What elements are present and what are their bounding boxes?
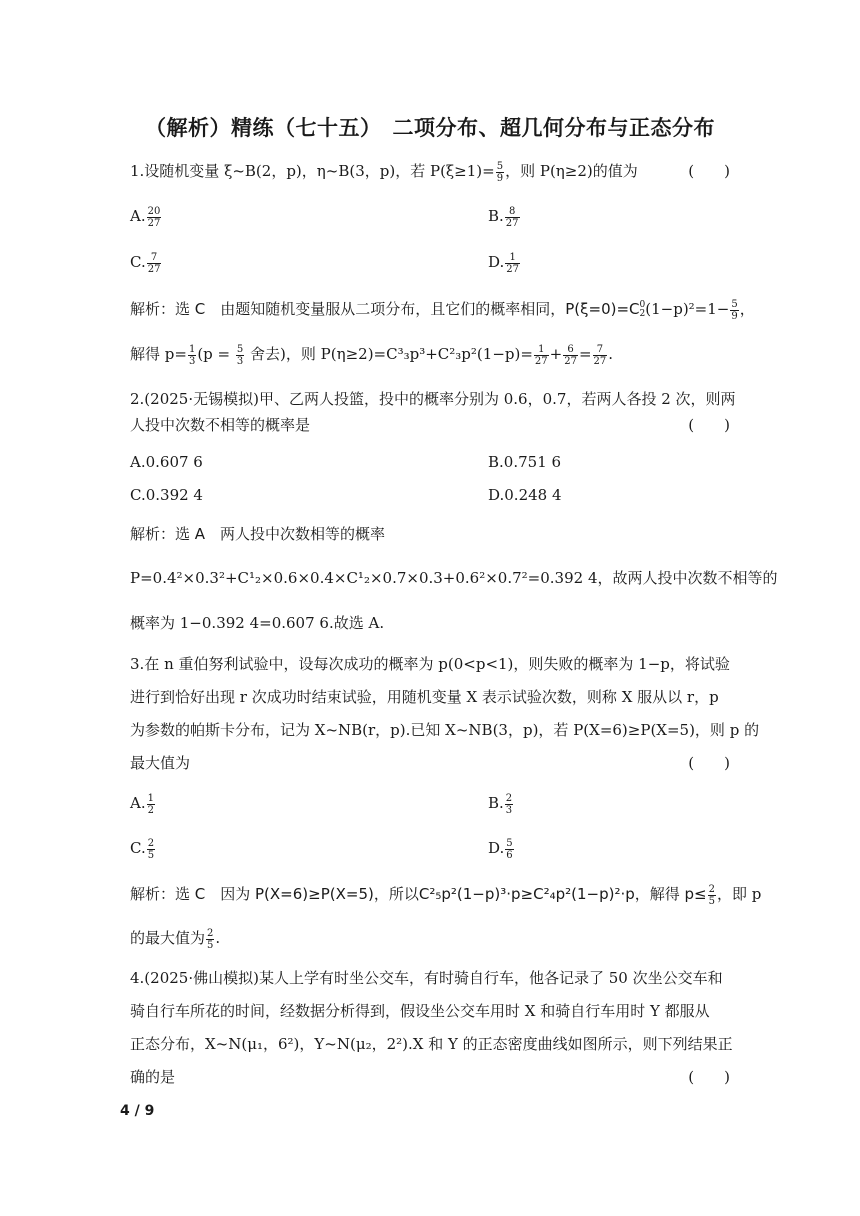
q2-option-b: B.0.751 6	[488, 453, 562, 471]
q4-stem-line-4: 确的是 ( )	[130, 1068, 730, 1086]
page-number: 4 / 9	[120, 1103, 155, 1119]
q3-stem-line-1: 3.在 n 重伯努利试验中，设每次成功的概率为 p(0<p<1)，则失败的概率为 1−p，将试验	[130, 655, 730, 673]
q2-solution-line-3: 概率为 1−0.392 4=0.607 6.故选 A.	[130, 614, 385, 632]
q3-stem-line-4: 最大值为 ( )	[130, 754, 730, 772]
q1-option-a: A. $\frac{20}{27}$	[130, 205, 161, 229]
q1-option-b: B. $\frac{8}{27}$	[488, 205, 519, 229]
q3-option-d: D. $\frac{5}{6}$	[488, 837, 513, 861]
q3-solution-line-1: 解析：选 C 因为 P(X=6)≥P(X=5)，所以C²₅p²(1−p)³·p≥C²₄p²(1−p)²·p，解得 p≤ $\frac{2}{5}$ ，即 p	[130, 883, 762, 907]
q4-stem-line-3: 正态分布，X~N(μ₁，6²)，Y~N(μ₂，2²).X 和 Y 的正态密度曲线如图所示，则下列结果正	[130, 1035, 733, 1053]
q3-stem-line-2: 进行到恰好出现 r 次成功时结束试验，用随机变量 X 表示试验次数，则称 X 服从以 r，p	[130, 688, 719, 706]
q1-answer-paren: ( )	[688, 162, 730, 180]
q2-solution-line-1: 解析：选 A 两人投中次数相等的概率	[130, 525, 386, 543]
q4-stem-line-2: 骑自行车所花的时间，经数据分析得到，假设坐公交车用时 X 和骑自行车用时 Y 都服从	[130, 1002, 710, 1020]
q1-solution-line-1: 解析：选 C 由题知随机变量服从二项分布，且它们的概率相同，P(ξ=0)=C 0 2 (1−p)²=1− $\frac{5}{9}$ ，	[130, 298, 755, 322]
q2-stem-line-1: 2.(2025·无锡模拟)甲、乙两人投篮，投中的概率分别为 0.6，0.7，若两人各投 2 次，则两	[130, 390, 736, 408]
q3-solution-line-2: 的最大值为 $\frac{2}{5}$ .	[130, 927, 221, 951]
q3-option-a: A. $\frac{1}{2}$	[130, 792, 154, 816]
q3-stem-line-3: 为参数的帕斯卡分布，记为 X~NB(r，p).已知 X~NB(3，p)，若 P(X=6)≥P(X=5)，则 p 的	[130, 721, 760, 739]
q2-option-c: C.0.392 4	[130, 486, 203, 504]
q3-option-b: B. $\frac{2}{3}$	[488, 792, 513, 816]
q1-solution-line-2: 解得 p= $\frac{1}{3}$ (p = $\frac{5}{3}$ 舍去)，则 P(η≥2)=C³₃p³+C²₃p²(1−p)= $\frac{1}{27}$ + $\frac{6}{27}$ = $\frac{7}{27}$ .	[130, 343, 614, 367]
q2-solution-line-2: P=0.4²×0.3²+C¹₂×0.6×0.4×C¹₂×0.7×0.3+0.6²×0.7²=0.392 4，故两人投中次数不相等的	[130, 569, 778, 587]
q3-answer-paren: ( )	[688, 754, 730, 772]
q4-answer-paren: ( )	[688, 1068, 730, 1086]
q1-option-c: C. $\frac{7}{27}$	[130, 251, 161, 275]
q2-stem-line-2: 人投中次数不相等的概率是 ( )	[130, 416, 730, 434]
q1-option-d: D. $\frac{1}{27}$	[488, 251, 519, 275]
q1-stem: 1.设随机变量 ξ~B(2，p)，η~B(3，p)，若 P(ξ≥1)= $\frac{5}{9}$ ，则 P(η≥2)的值为 ( )	[130, 160, 730, 184]
page-title: （解析）精练（七十五） 二项分布、超几何分布与正态分布	[145, 116, 715, 140]
q2-option-d: D.0.248 4	[488, 486, 562, 504]
q3-option-c: C. $\frac{2}{5}$	[130, 837, 155, 861]
q2-option-a: A.0.607 6	[130, 453, 203, 471]
q4-stem-line-1: 4.(2025·佛山模拟)某人上学有时坐公交车，有时骑自行车，他各记录了 50 次坐公交车和	[130, 969, 723, 987]
q2-answer-paren: ( )	[688, 416, 730, 434]
